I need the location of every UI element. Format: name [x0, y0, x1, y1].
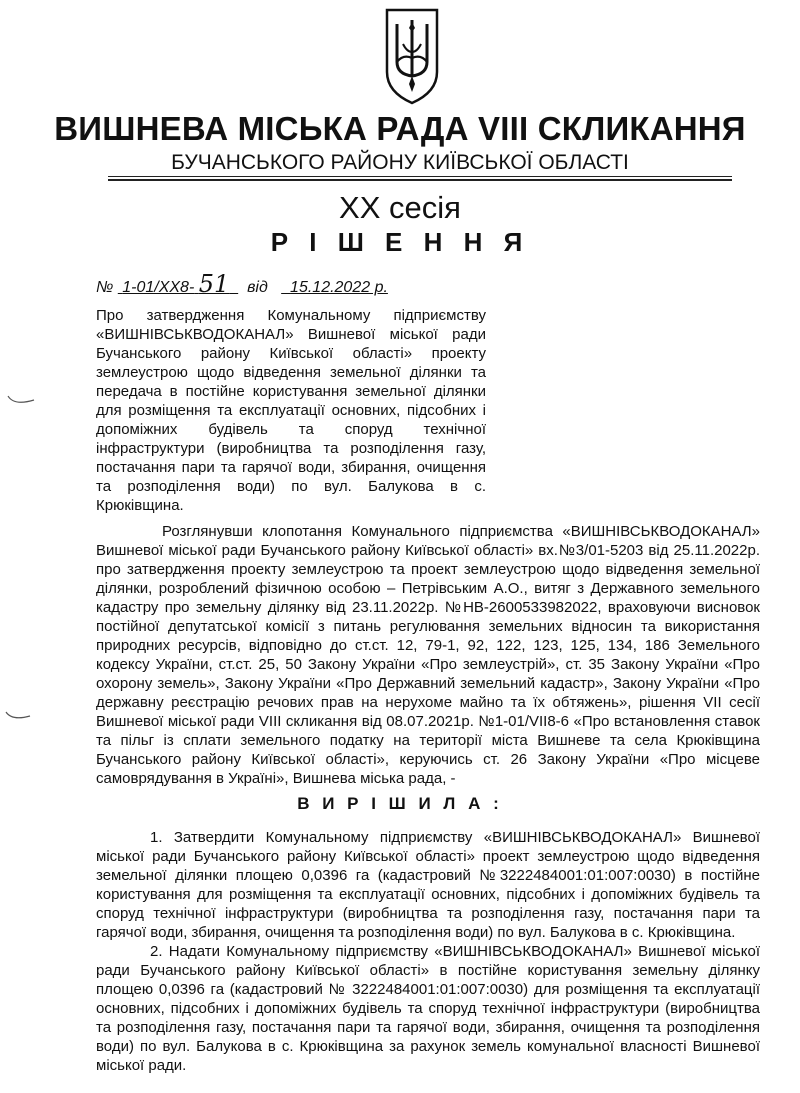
margin-punch-mark: [0, 706, 40, 726]
date-label: від: [247, 279, 268, 296]
decision-date-value: 15.12.2022 р.: [290, 279, 388, 296]
header-divider: [108, 176, 732, 177]
resolved-heading: В И Р І Ш И Л А :: [297, 794, 503, 813]
district-region: БУЧАНСЬКОГО РАЙОНУ КИЇВСЬКОЇ ОБЛАСТІ: [171, 151, 629, 174]
trident-coat-of-arms-icon: [383, 6, 441, 106]
resolution-item-2: 2. Надати Комунальному підприємству «ВИШНІВСЬКВОДОКАНАЛ» Вишневої міської ради Бучанського району Київської області» в постійне користування земельну ділянку площею 0,0396 га (кадастровий № 3222484001:01:007:0030) для розміщення та експлуатації основних, підсобних і допоміжних будівель та споруд технічної інфраструктури (виробництва та розподілення газу, постачання пари та гарячої води, збирання, очищення та розподілення води) по вул. Балукова в с. Крюківщина за рахунок земель комунальної власності Вишневої міської ради.: [96, 943, 760, 1074]
document-type: Р І Ш Е Н Н Я: [270, 227, 530, 257]
number-label: №: [96, 279, 114, 296]
handwritten-number: 51: [198, 270, 230, 298]
decision-number: [118, 270, 238, 298]
decision-subject: Про затвердження Комунальному підприємству «ВИШНІВСЬКВОДОКАНАЛ» Вишневої міської ради Бучанського району Київської області» проекту землеустрою щодо відведення земельної ділянки та передача в постійне користування земельної ділянки для розміщення та експлуатації основних, підсобних і допоміжних будівель та споруд технічної інфраструктури (виробництва та розподілення газу, постачання пари та гарячої води, збирання, очищення та розподілення води) по вул. Балукова в с. Крюківщина.: [96, 307, 486, 514]
decision-number-prefix: 1-01/XX8-: [122, 279, 195, 296]
resolution-item-1: 1. Затвердити Комунальному підприємству «ВИШНІВСЬКВОДОКАНАЛ» Вишневої міської ради Бучанського району Київської області» проект землеустрою щодо відведення земельної ділянки площею 0,0396 га (кадастровий №3222484001:01:007:0030) в постійне користування для розміщення та експлуатації основних, підсобних і допоміжних будівель та споруд технічної інфраструктури (виробництва та розподілення газу, постачання пари та гарячої води, збирання, очищення та розподілення води) по вул. Балукова в с. Крюківщина.: [96, 829, 760, 941]
council-name: ВИШНЕВА МІСЬКА РАДА VIII СКЛИКАННЯ: [54, 110, 746, 147]
margin-punch-mark: [0, 392, 40, 412]
decision-number-line: [96, 272, 388, 300]
preamble-paragraph: Розглянувши клопотання Комунального підприємства «ВИШНІВСЬКВОДОКАНАЛ» Вишневої міської ради Бучанського району Київської області» вх.№3/01-5203 від 25.11.2022р. про затвердження проекту землеустрою та проект землеустрою щодо відведення земельної ділянки, розроблений фізичною особою – Петрівським А.О., витяг з Державного земельного кадастру про земельну ділянку від 23.11.2022р. №НВ-2600533982022, враховуючи висновок постійної депутатської комісії з питань регулювання земельних відносин та використання природних ресурсів, відповідно до ст.ст. 12, 79-1, 92, 122, 123, 125, 134, 186 Земельного кодексу України, ст.ст. 25, 50 Закону України «Про землеустрій», ст. 35 Закону України «Про охорону земель», Закону України «Про Державний земельний кадастр», Закону України «Про державну реєстрацію речових прав на нерухоме майно та їх обтяжень», рішення VII сесії Вишневої міської ради VIII скликання від 08.07.2021р. №1-01/VII8-6 «Про встановлення ставок та пільг із сплати земельного податку на території міста Вишневе та села Крюківщина Бучанського району Київської області», керуючись ст. 26 Закону України «Про місцеве самоврядування в Україні», Вишнева міська рада, -: [96, 523, 760, 787]
decision-date: [281, 279, 388, 296]
session-title: ХХ сесія: [339, 190, 461, 225]
header-divider-thick: [108, 179, 732, 181]
